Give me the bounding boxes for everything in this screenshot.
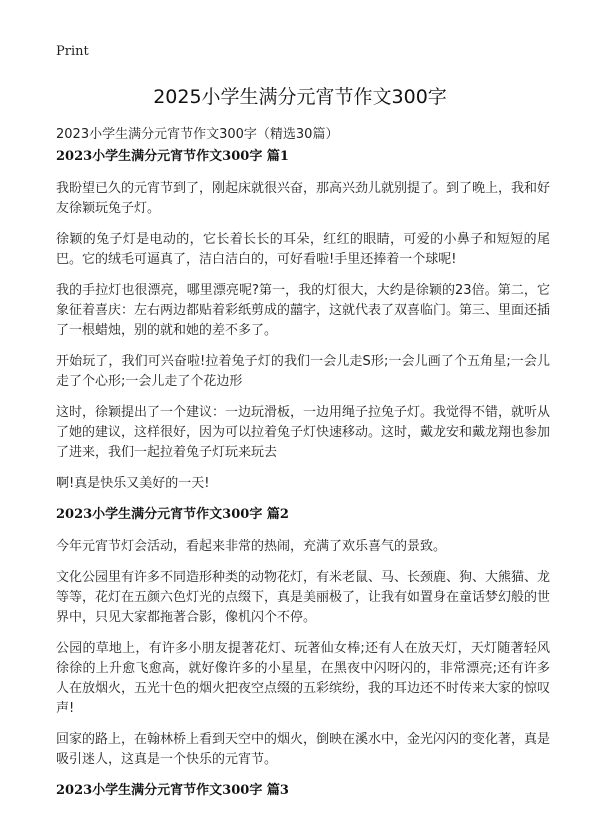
paragraph: 开始玩了，我们可兴奋啦!拉着兔子灯的我们一会儿走S形;一会儿画了个五角星;一会儿走了个心形;一会儿走了个花边形	[56, 354, 550, 389]
article-body	[56, 147, 550, 813]
section-heading: 2023小学生满分元宵节作文300字 篇1	[56, 149, 289, 164]
paragraph: 文化公园里有许多不同造形种类的动物花灯，有米老鼠、马、长颈鹿、狗、大熊猫、龙等等，花灯在五颜六色灯光的点缀下，真是美丽极了，让我有如置身在童话梦幻般的世界中，只见大家都拖著合影，像机闪个不停。	[56, 570, 551, 625]
paragraph: 公园的草地上，有许多小朋友提著花灯、玩著仙女棒;还有人在放天灯，天灯随著轻风徐徐的上升愈飞愈高，就好像许多的小星星，在黑夜中闪呀闪的，非常漂亮;还有许多人在放烟火，五光十色的烟火把夜空点缀的五彩缤纷，我的耳边还不时传来大家的惊叹声!	[56, 641, 551, 716]
print-link[interactable]: Print	[56, 44, 89, 59]
paragraph: 我盼望已久的元宵节到了，刚起床就很兴奋，那高兴劲儿就别提了。到了晚上，我和好友徐颖玩兔子灯。	[56, 181, 551, 216]
paragraph: 徐颖的兔子灯是电动的，它长着长长的耳朵，红红的眼睛，可爱的小鼻子和短短的尾巴。它的绒毛可逼真了，洁白洁白的，可好看啦!手里还捧着一个球呢!	[56, 232, 550, 267]
page-subtitle: 2023小学生满分元宵节作文300字（精选30篇）	[56, 127, 339, 142]
section-heading: 2023小学生满分元宵节作文300字 篇2	[56, 507, 289, 522]
paragraph: 这时，徐颖提出了一个建议：一边玩滑板，一边用绳子拉兔子灯。我觉得不错，就听从了她的建议，这样很好，因为可以拉着兔子灯快速移动。这时，戴龙安和戴龙翔也参加了进来，我们一起拉着兔子灯玩来玩去	[56, 405, 551, 460]
paragraph: 今年元宵节灯会活动，看起来非常的热闹，充满了欢乐喜气的景致。	[56, 539, 447, 554]
paragraph: 回家的路上，在翰林桥上看到天空中的烟火，倒映在溪水中，金光闪闪的变化著，真是吸引迷人，这真是一个快乐的元宵节。	[56, 732, 551, 767]
paragraph: 啊!真是快乐又美好的一天!	[56, 476, 210, 491]
page-title: 2025小学生满分元宵节作文300字	[153, 86, 447, 108]
section-heading: 2023小学生满分元宵节作文300字 篇3	[56, 783, 289, 798]
paragraph: 我的手拉灯也很漂亮，哪里漂亮呢?第一，我的灯很大，大约是徐颖的23倍。第二，它象征着喜庆：左右两边都贴着彩纸剪成的囍字，这就代表了双喜临门。第三、里面还插了一根蜡烛，别的就和她的差不多了。	[56, 283, 551, 338]
